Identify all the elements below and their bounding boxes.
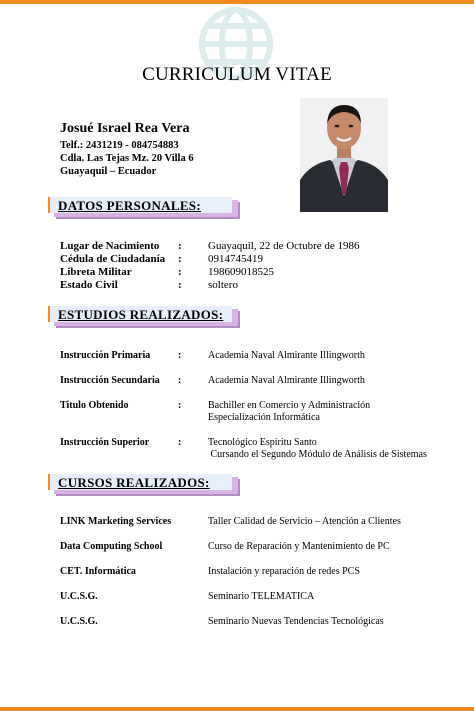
info-value: Guayaquil, 22 de Octubre de 1986 — [208, 240, 360, 252]
course-institution: U.C.S.G. — [60, 591, 98, 602]
course-name: Seminario TELEMATICA — [208, 591, 315, 602]
info-colon: : — [178, 279, 182, 291]
education-label: Instrucción Secundaria — [60, 375, 160, 386]
course-name: Seminario Nuevas Tendencias Tecnológicas — [208, 616, 384, 627]
info-value: soltero — [208, 279, 238, 291]
info-label: Estado Civil — [60, 279, 118, 291]
section-heading: DATOS PERSONALES: — [58, 198, 201, 213]
course-name: Curso de Reparación y Mantenimiento de PC — [208, 541, 390, 552]
section-cursos — [48, 474, 238, 494]
phone-line: Telf.: 2431219 - 084754883 — [60, 140, 179, 151]
course-name: Taller Calidad de Servicio – Atención a Clientes — [208, 516, 401, 527]
education-label: Instrucción Superior — [60, 437, 150, 448]
education-value-line2: Cursando el Segundo Módulo de Análisis de Sistemas — [208, 449, 427, 460]
info-value: 198609018525 — [208, 266, 274, 278]
education-label: Instrucción Primaria — [60, 350, 151, 361]
info-label: Libreta Militar — [60, 266, 132, 278]
profile-photo — [300, 98, 388, 212]
course-institution: Data Computing School — [60, 541, 163, 552]
education-colon: : — [178, 350, 182, 361]
education-value: Bachiller en Comercio y Administración — [208, 400, 371, 411]
section-heading: ESTUDIOS REALIZADOS: — [58, 307, 224, 322]
address-line: Cdla. Las Tejas Mz. 20 Villa 6 — [60, 153, 194, 164]
course-institution: U.C.S.G. — [60, 616, 98, 627]
education-colon: : — [178, 437, 182, 448]
course-institution: LINK Marketing Services — [60, 516, 172, 527]
city-line: Guayaquil – Ecuador — [60, 166, 157, 177]
education-value: Tecnológico Espíritu Santo — [208, 437, 317, 448]
education-value: Academia Naval Almirante Illingworth — [208, 350, 365, 361]
info-value: 0914745419 — [208, 253, 263, 265]
info-colon: : — [178, 266, 182, 278]
education-colon: : — [178, 400, 182, 411]
education-value: Academia Naval Almirante Illingworth — [208, 375, 365, 386]
section-estudios — [48, 306, 238, 326]
info-colon: : — [178, 253, 182, 265]
bottom-accent-bar — [0, 707, 474, 711]
section-heading: CURSOS REALIZADOS: — [58, 475, 210, 490]
candidate-name: Josué Israel Rea Vera — [60, 121, 190, 136]
course-name: Instalación y reparación de redes PCS — [208, 566, 360, 577]
education-value-line2: Especialización Informática — [208, 412, 320, 423]
info-colon: : — [178, 240, 182, 252]
section-datos-personales — [48, 197, 238, 217]
info-label: Cédula de Ciudadanía — [60, 253, 166, 265]
document-title: CURRICULUM VITAE — [142, 64, 332, 85]
education-label: Titulo Obtenido — [60, 400, 129, 411]
course-institution: CET. Informática — [60, 566, 136, 577]
info-label: Lugar de Nacimiento — [60, 240, 160, 252]
education-colon: : — [178, 375, 182, 386]
